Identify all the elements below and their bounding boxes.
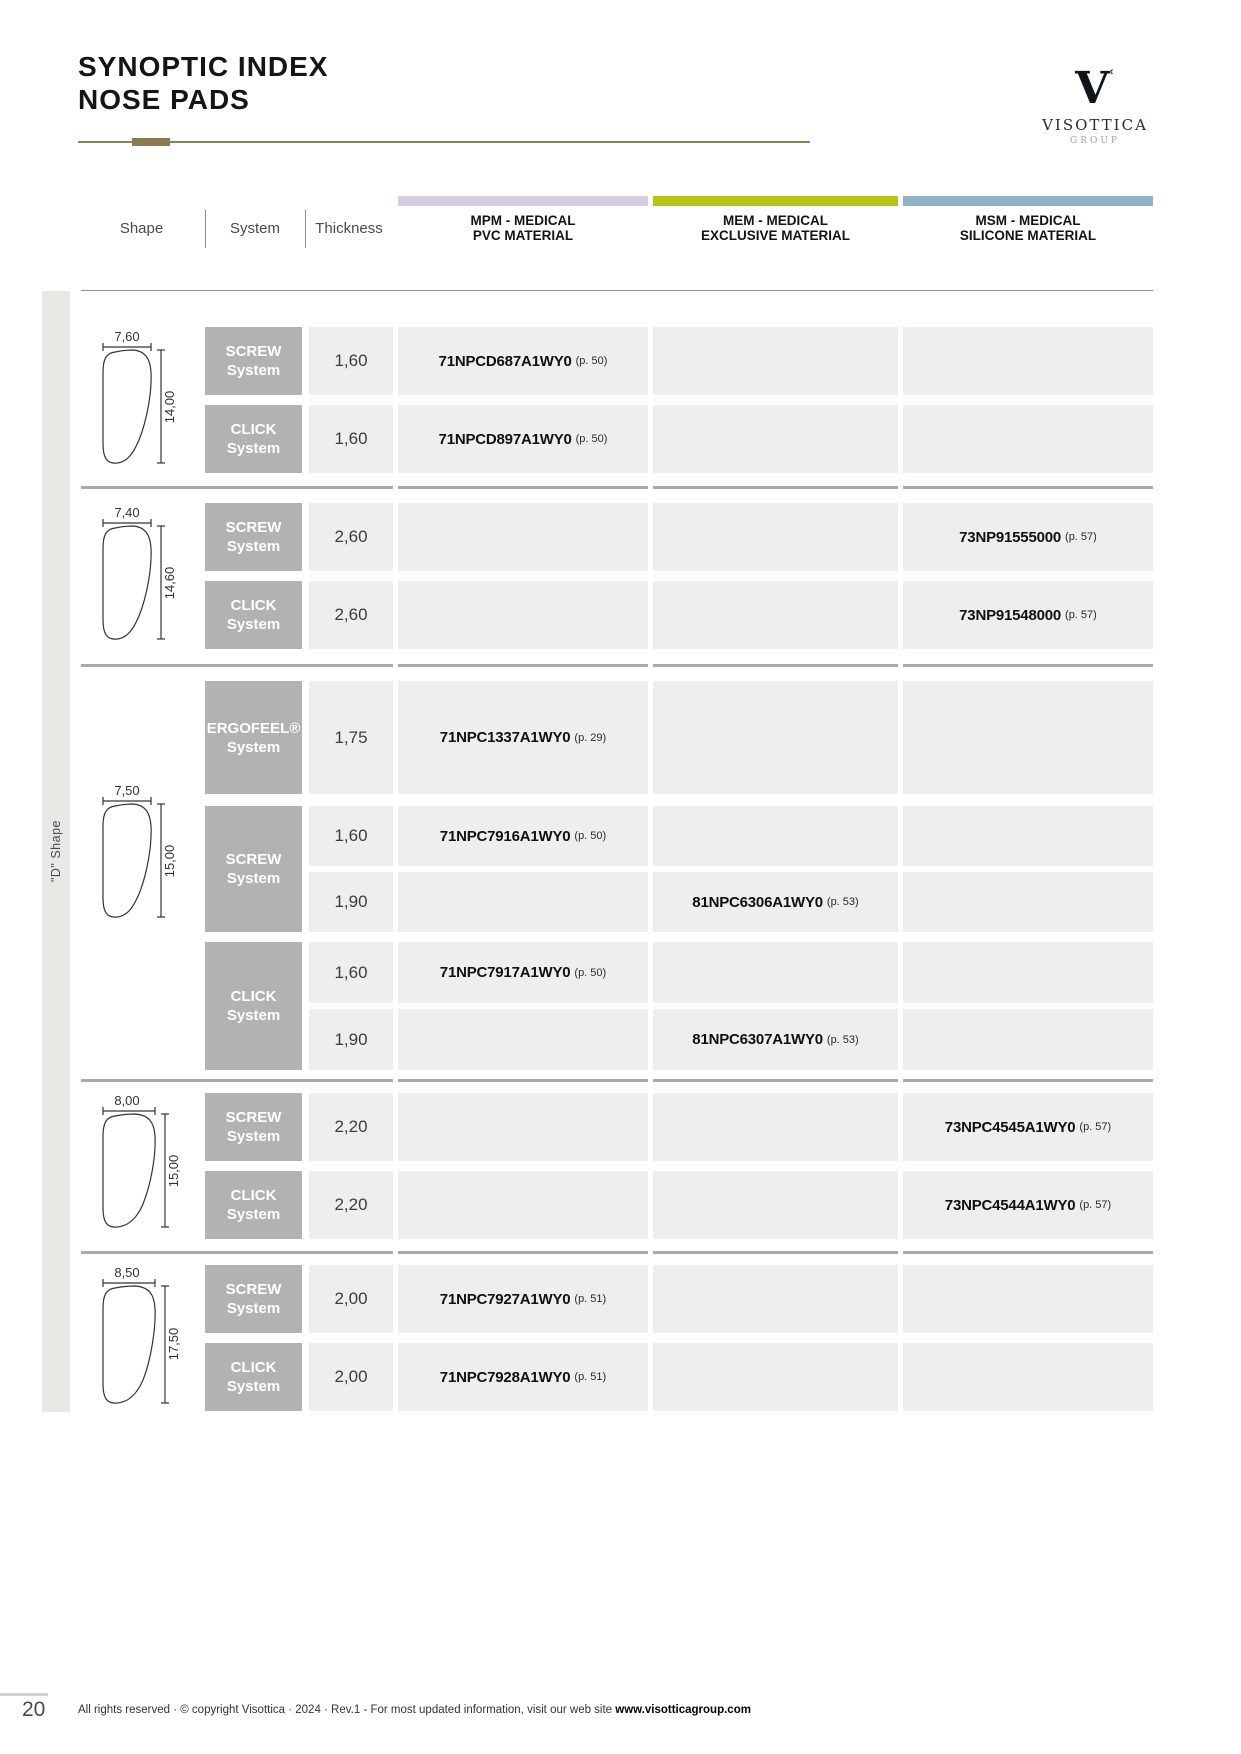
thickness-cell: 1,60 bbox=[309, 405, 393, 473]
mem-cell: 81NPC6307A1WY0 (p. 53) bbox=[653, 1009, 898, 1070]
footer-rule bbox=[0, 1693, 48, 1696]
mem-cell-empty bbox=[653, 1093, 898, 1161]
shape-drawing bbox=[95, 328, 185, 478]
system-name: CLICK bbox=[230, 1187, 277, 1204]
system-cell bbox=[205, 942, 302, 1070]
system-suffix: System bbox=[226, 1206, 281, 1223]
system-suffix: System bbox=[226, 440, 281, 457]
footer-text bbox=[78, 1704, 751, 1716]
system-cell bbox=[205, 1093, 302, 1161]
nose-pad-outline bbox=[103, 350, 151, 463]
mem-cell-empty bbox=[653, 942, 898, 1003]
mem-cell-empty bbox=[653, 681, 898, 794]
mpm-header-line2: PVC MATERIAL bbox=[472, 228, 574, 243]
system-suffix: System bbox=[226, 1300, 281, 1317]
system-suffix: System bbox=[226, 1128, 281, 1145]
msm-header-line1: MSM - MEDICAL bbox=[975, 213, 1081, 228]
system-name: CLICK bbox=[230, 421, 277, 438]
mpm-cell: 71NPCD897A1WY0 (p. 50) bbox=[398, 405, 648, 473]
thickness-cell: 1,60 bbox=[309, 942, 393, 1003]
system-name: CLICK bbox=[230, 1359, 277, 1376]
msm-cell-empty bbox=[903, 942, 1153, 1003]
visottica-logo bbox=[1035, 63, 1155, 146]
msm-color-bar bbox=[903, 196, 1153, 206]
system-suffix: System bbox=[226, 538, 281, 555]
system-suffix: System bbox=[226, 362, 281, 379]
group-divider bbox=[903, 664, 1153, 667]
system-cell bbox=[205, 1265, 302, 1333]
mem-cell-empty bbox=[653, 581, 898, 649]
column-header-thickness: Thickness bbox=[315, 220, 383, 237]
system-cell bbox=[205, 806, 302, 932]
system-cell bbox=[205, 681, 302, 794]
nose-pad-outline bbox=[103, 526, 151, 639]
group-divider bbox=[398, 1079, 648, 1082]
group-divider bbox=[398, 1251, 648, 1254]
system-suffix: System bbox=[226, 870, 281, 887]
mem-cell-empty bbox=[653, 806, 898, 866]
mem-color-bar bbox=[653, 196, 898, 206]
system-cell bbox=[205, 327, 302, 395]
group-divider bbox=[903, 1251, 1153, 1254]
system-name: SCREW bbox=[225, 343, 282, 360]
system-suffix: System bbox=[226, 1007, 281, 1024]
mpm-cell-empty bbox=[398, 872, 648, 932]
shape-width-label: 7,50 bbox=[114, 783, 140, 798]
mem-cell: 81NPC6306A1WY0 (p. 53) bbox=[653, 872, 898, 932]
system-suffix: System bbox=[226, 1378, 281, 1395]
mpm-cell-empty bbox=[398, 581, 648, 649]
nose-pad-outline bbox=[103, 1114, 155, 1227]
msm-cell-empty bbox=[903, 1343, 1153, 1411]
mpm-cell: 71NPC7927A1WY0 (p. 51) bbox=[398, 1265, 648, 1333]
mpm-header-line1: MPM - MEDICAL bbox=[470, 213, 576, 228]
system-name: CLICK bbox=[230, 988, 277, 1005]
column-header-mpm bbox=[398, 213, 648, 243]
page-number: 20 bbox=[22, 1698, 46, 1721]
visottica-logo-subtitle: GROUP bbox=[1070, 136, 1120, 146]
mpm-cell-empty bbox=[398, 1093, 648, 1161]
page-title-line2: NOSE PADS bbox=[78, 84, 250, 115]
title-rule bbox=[78, 141, 810, 143]
msm-cell-empty bbox=[903, 1265, 1153, 1333]
system-suffix: System bbox=[226, 616, 281, 633]
shape-drawing bbox=[95, 1264, 185, 1414]
mem-header-line1: MEM - MEDICAL bbox=[723, 213, 828, 228]
group-divider bbox=[653, 1079, 898, 1082]
msm-cell: 73NPC4545A1WY0 (p. 57) bbox=[903, 1093, 1153, 1161]
group-divider bbox=[398, 664, 648, 667]
mem-cell-empty bbox=[653, 1265, 898, 1333]
msm-cell: 73NP91548000 (p. 57) bbox=[903, 581, 1153, 649]
mpm-cell-empty bbox=[398, 1171, 648, 1239]
group-divider bbox=[653, 1251, 898, 1254]
mpm-cell-empty bbox=[398, 1009, 648, 1070]
shape-drawing bbox=[95, 782, 185, 932]
shape-width-label: 8,50 bbox=[114, 1265, 140, 1280]
group-divider bbox=[398, 486, 648, 489]
column-header-system: System bbox=[229, 220, 280, 237]
shape-height-label: 15,00 bbox=[166, 1154, 181, 1188]
mpm-cell: 71NPCD687A1WY0 (p. 50) bbox=[398, 327, 648, 395]
group-divider bbox=[653, 664, 898, 667]
thickness-cell: 2,60 bbox=[309, 503, 393, 571]
mem-cell-empty bbox=[653, 405, 898, 473]
system-cell bbox=[205, 1343, 302, 1411]
system-cell bbox=[205, 503, 302, 571]
mem-cell-empty bbox=[653, 1171, 898, 1239]
mem-header-line2: EXCLUSIVE MATERIAL bbox=[700, 228, 850, 243]
column-header-shape: Shape bbox=[119, 220, 164, 237]
column-header-mem bbox=[653, 213, 898, 243]
nose-pad-outline bbox=[103, 804, 151, 917]
msm-cell-empty bbox=[903, 872, 1153, 932]
shape-drawing bbox=[95, 1092, 185, 1242]
mpm-cell: 71NPC1337A1WY0 (p. 29) bbox=[398, 681, 648, 794]
thickness-cell: 2,20 bbox=[309, 1093, 393, 1161]
visottica-logo-name: VISOTTICA bbox=[1042, 116, 1148, 134]
thickness-cell: 1,75 bbox=[309, 681, 393, 794]
nose-pad-outline bbox=[103, 1286, 155, 1403]
mpm-cell-empty bbox=[398, 503, 648, 571]
sidebar-shape-family-label: "D" Shape bbox=[49, 820, 63, 883]
system-name: SCREW bbox=[225, 1281, 282, 1298]
thickness-cell: 1,60 bbox=[309, 806, 393, 866]
group-divider bbox=[81, 664, 393, 667]
mem-cell-empty bbox=[653, 1343, 898, 1411]
msm-cell-empty bbox=[903, 1009, 1153, 1070]
group-divider bbox=[81, 1079, 393, 1082]
thickness-cell: 2,00 bbox=[309, 1343, 393, 1411]
shape-width-label: 7,60 bbox=[114, 329, 140, 344]
group-divider bbox=[81, 1251, 393, 1254]
shape-width-label: 7,40 bbox=[114, 505, 140, 520]
column-header-msm bbox=[903, 213, 1153, 243]
mem-cell-empty bbox=[653, 327, 898, 395]
msm-cell-empty bbox=[903, 405, 1153, 473]
thickness-cell: 2,20 bbox=[309, 1171, 393, 1239]
system-name: SCREW bbox=[225, 519, 282, 536]
thickness-cell: 1,90 bbox=[309, 1009, 393, 1070]
thickness-cell: 2,00 bbox=[309, 1265, 393, 1333]
shape-width-label: 8,00 bbox=[114, 1093, 140, 1108]
group-divider bbox=[903, 486, 1153, 489]
footer-website-link[interactable]: www.visotticagroup.com bbox=[615, 1704, 751, 1716]
mpm-cell: 71NPC7916A1WY0 (p. 50) bbox=[398, 806, 648, 866]
thickness-cell: 1,60 bbox=[309, 327, 393, 395]
msm-header-line2: SILICONE MATERIAL bbox=[959, 228, 1097, 243]
page-title-line1: SYNOPTIC INDEX bbox=[78, 51, 329, 82]
title-rule-accent bbox=[132, 138, 170, 146]
shape-height-label: 15,00 bbox=[162, 844, 177, 878]
system-cell bbox=[205, 581, 302, 649]
page-title bbox=[78, 50, 328, 116]
table-top-line bbox=[81, 290, 1153, 291]
footer-copyright: All rights reserved · © copyright Visottica · 2024 · Rev.1 - For most updated information, visit our web site bbox=[78, 1704, 616, 1716]
mpm-cell: 71NPC7928A1WY0 (p. 51) bbox=[398, 1343, 648, 1411]
group-divider bbox=[903, 1079, 1153, 1082]
msm-cell-empty bbox=[903, 806, 1153, 866]
msm-cell: 73NPC4544A1WY0 (p. 57) bbox=[903, 1171, 1153, 1239]
thickness-cell: 1,90 bbox=[309, 872, 393, 932]
system-suffix: System bbox=[226, 738, 281, 756]
system-name: SCREW bbox=[225, 851, 282, 868]
system-cell bbox=[205, 1171, 302, 1239]
msm-cell-empty bbox=[903, 327, 1153, 395]
group-divider bbox=[653, 486, 898, 489]
group-divider bbox=[81, 486, 393, 489]
system-name: SCREW bbox=[225, 1109, 282, 1126]
thickness-cell: 2,60 bbox=[309, 581, 393, 649]
mpm-color-bar bbox=[398, 196, 648, 206]
shape-drawing bbox=[95, 504, 185, 654]
system-name: ERGOFEEL® bbox=[206, 719, 301, 737]
mem-cell-empty bbox=[653, 503, 898, 571]
system-cell bbox=[205, 405, 302, 473]
mpm-cell: 71NPC7917A1WY0 (p. 50) bbox=[398, 942, 648, 1003]
shape-height-label: 14,00 bbox=[162, 390, 177, 424]
system-name: CLICK bbox=[230, 597, 277, 614]
shape-height-label: 14,60 bbox=[162, 566, 177, 600]
msm-cell-empty bbox=[903, 681, 1153, 794]
sidebar-shape-family bbox=[42, 291, 70, 1412]
visottica-logo-mark: Vʿ bbox=[1075, 63, 1115, 114]
shape-height-label: 17,50 bbox=[166, 1327, 181, 1361]
msm-cell: 73NP91555000 (p. 57) bbox=[903, 503, 1153, 571]
